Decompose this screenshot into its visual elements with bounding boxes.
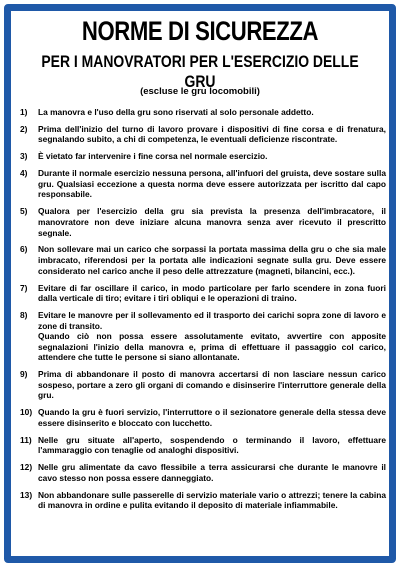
rule-number: 10) — [20, 407, 33, 418]
rule-item — [20, 283, 386, 304]
rule-item — [20, 435, 386, 456]
rule-number: 8) — [20, 309, 28, 320]
rule-item — [20, 310, 386, 363]
sign-subtitle: PER I MANOVRATORI PER L'ESERCIZIO DELLE GRU — [41, 52, 359, 91]
rule-text: È vietato far intervenire i fine corsa nel normale esercizio. — [38, 151, 268, 162]
rule-number: 5) — [20, 206, 28, 217]
rule-item — [20, 244, 386, 276]
rule-text: Evitare le manovre per il sollevamento ed il trasporto dei carichi sopra zone di lavoro e zone di transito. — [38, 309, 386, 331]
rule-item — [20, 107, 386, 118]
rule-text: Nelle gru situate all'aperto, sospendendo o terminando il lavoro, effettuare l'ammaraggio con tenaglie od analoghi dispositivi. — [38, 434, 386, 456]
rule-text: Qualora per l'esercizio della gru sia prevista la presenza dell'imbracatore, il manovratore non deve iniziare alcuna manovra senza aver ricevuto il prescritto segnale. — [38, 206, 386, 238]
rule-text-continued: Quando ciò non possa essere assolutamente evitato, avvertire con apposite segnalazioni l'inizio della manovra e, prima di effettuare il passaggio col carico, attendere che tutte le persone si siano allontanate. — [38, 331, 386, 363]
rule-item — [20, 462, 386, 483]
rule-number: 1) — [20, 107, 28, 117]
rule-text: Quando la gru è fuori servizio, l'interruttore o il sezionatore generale della stessa deve essere disinserito e bloccato con lucchetto. — [38, 407, 386, 428]
rules-list — [20, 107, 386, 517]
rule-number: 9) — [20, 369, 28, 380]
rule-item — [20, 407, 386, 428]
rule-number: 11) — [20, 434, 32, 445]
rule-text: La manovra e l'uso della gru sono riservati al solo personale addetto. — [38, 107, 314, 117]
sign-note: (escluse le gru locomobili) — [140, 86, 260, 97]
rule-number: 12) — [20, 462, 33, 473]
rule-text: Prima di abbandonare il posto di manovra accertarsi di non lasciare nessun carico sospeso, portare a zero gli organi di comando e disinserire l'interruttore generale della gru. — [38, 369, 386, 401]
rule-item — [20, 124, 386, 145]
rule-text: Prima dell'inizio del turno di lavoro provare i dispositivi di fine corsa e di frenatura, segnalando subito, a chi di competenza, le eventuali deficienze riscontrate. — [38, 123, 386, 145]
sign-title: NORME DI SICUREZZA — [81, 16, 319, 46]
rule-item — [20, 206, 386, 238]
rule-text: Evitare di far oscillare il carico, in modo particolare per farlo scendere in zona fuori dalla verticale di tiro; evitare i tiri obliqui e le operazioni di traino. — [38, 282, 386, 304]
rule-text: Non abbandonare sulle passerelle di servizio materiale vario o attrezzi; tenere la cabina di manovra in ordine e pulita evitando il deposito di materiale infiammabile. — [38, 489, 386, 511]
rule-item — [20, 490, 386, 511]
rule-text: Durante il normale esercizio nessuna persona, all'infuori del gruista, deve sostare sulla gru. Qualsiasi eccezione a questa norma deve essere autorizzata per iscritto dal capo responsabile. — [38, 168, 386, 200]
rule-number: 6) — [20, 244, 28, 255]
rule-text: Non sollevare mai un carico che sorpassi la portata massima della gru o che sia male imbracato, riferendosi per la portata alle indicazioni segnate sulla gru. Deve essere considerato nel carico anche il peso delle attrezzature (magneti, bilancini, ecc.). — [38, 244, 386, 276]
rule-number: 3) — [20, 151, 28, 162]
rule-number: 2) — [20, 123, 28, 134]
rule-number: 13) — [20, 489, 33, 500]
rule-number: 7) — [20, 282, 28, 293]
rule-text: Nelle gru alimentate da cavo flessibile a terra assicurarsi che durante le manovre il cavo stesso non possa essere danneggiato. — [38, 462, 386, 483]
rule-number: 4) — [20, 168, 28, 179]
rule-item — [20, 151, 386, 162]
rule-item — [20, 369, 386, 401]
rule-item — [20, 168, 386, 200]
